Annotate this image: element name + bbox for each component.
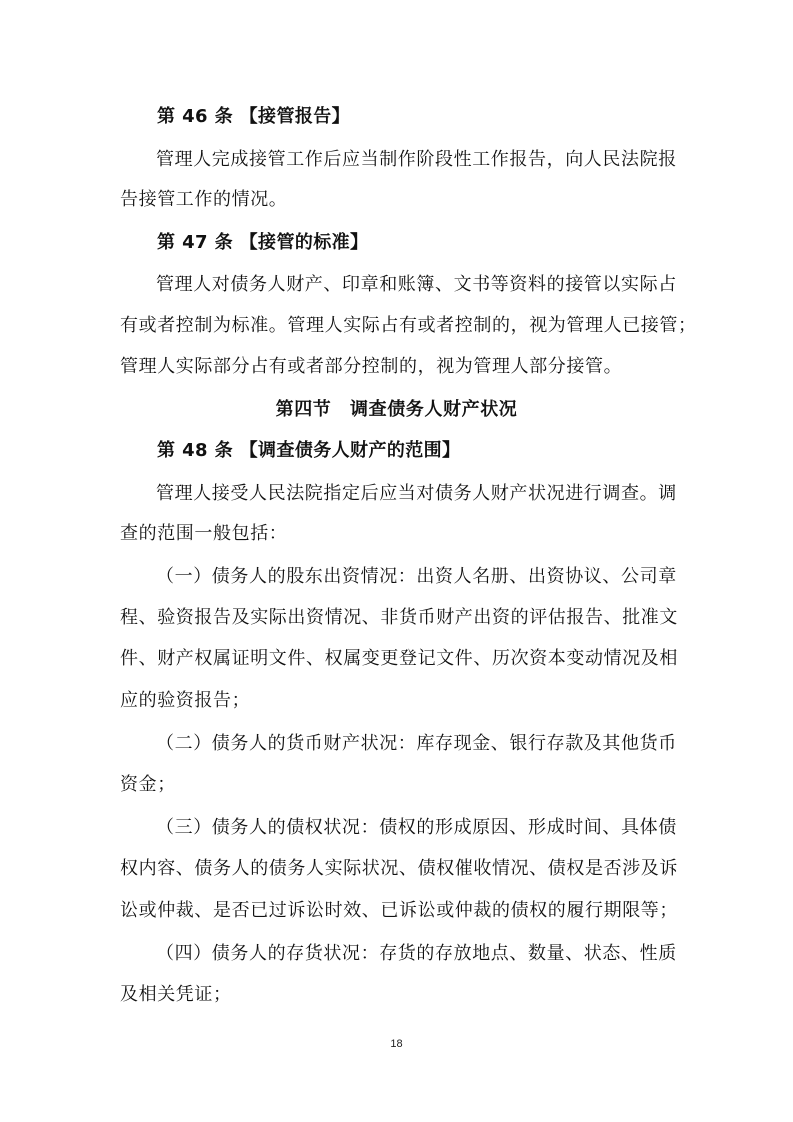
article-47-line-1: 管理人对债务人财产、印章和账簿、文书等资料的接管以实际占 — [156, 274, 677, 295]
article-46-heading: 第 46 条 【接管报告】 — [157, 106, 351, 127]
list-item-3-line-1: （三）债务人的债权状况：债权的形成原因、形成时间、具体债 — [156, 817, 677, 838]
list-item-3-line-2: 权内容、债务人的债务人实际状况、债权催收情况、债权是否涉及诉 — [120, 858, 678, 879]
list-item-2-line-2: 资金； — [120, 774, 176, 795]
list-item-1-line-4: 应的验资报告； — [120, 690, 251, 711]
article-47-heading: 第 47 条 【接管的标准】 — [157, 232, 369, 253]
article-46-line-2: 告接管工作的情况。 — [120, 189, 288, 210]
article-47-line-2: 有或者控制为标准。管理人实际占有或者控制的，视为管理人已接管； — [120, 315, 697, 336]
article-48-line-1: 管理人接受人民法院指定后应当对债务人财产状况进行调查。调 — [156, 483, 677, 504]
list-item-4-line-2: 及相关凭证； — [120, 984, 232, 1005]
list-item-1-line-3: 件、财产权属证明文件、权属变更登记文件、历次资本变动情况及相 — [120, 648, 678, 669]
page-number: 18 — [390, 1038, 403, 1050]
list-item-1-line-2: 程、验资报告及实际出资情况、非货币财产出资的评估报告、批准文 — [120, 607, 678, 628]
article-48-heading: 第 48 条 【调查债务人财产的范围】 — [157, 440, 461, 461]
list-item-2-line-1: （二）债务人的货币财产状况：库存现金、银行存款及其他货币 — [156, 733, 677, 754]
list-item-4-line-1: （四）债务人的存货状况：存货的存放地点、数量、状态、性质 — [156, 943, 677, 964]
article-46-line-1: 管理人完成接管工作后应当制作阶段性工作报告，向人民法院报 — [156, 149, 677, 170]
article-47-line-3: 管理人实际部分占有或者部分控制的，视为管理人部分接管。 — [120, 356, 623, 377]
section-heading: 第四节 调查债务人财产状况 — [275, 399, 518, 420]
list-item-3-line-3: 讼或仲裁、是否已过诉讼时效、已诉讼或仲裁的债权的履行期限等； — [120, 900, 678, 921]
article-48-line-2: 查的范围一般包括： — [120, 523, 288, 544]
list-item-1-line-1: （一）债务人的股东出资情况：出资人名册、出资协议、公司章 — [156, 566, 677, 587]
